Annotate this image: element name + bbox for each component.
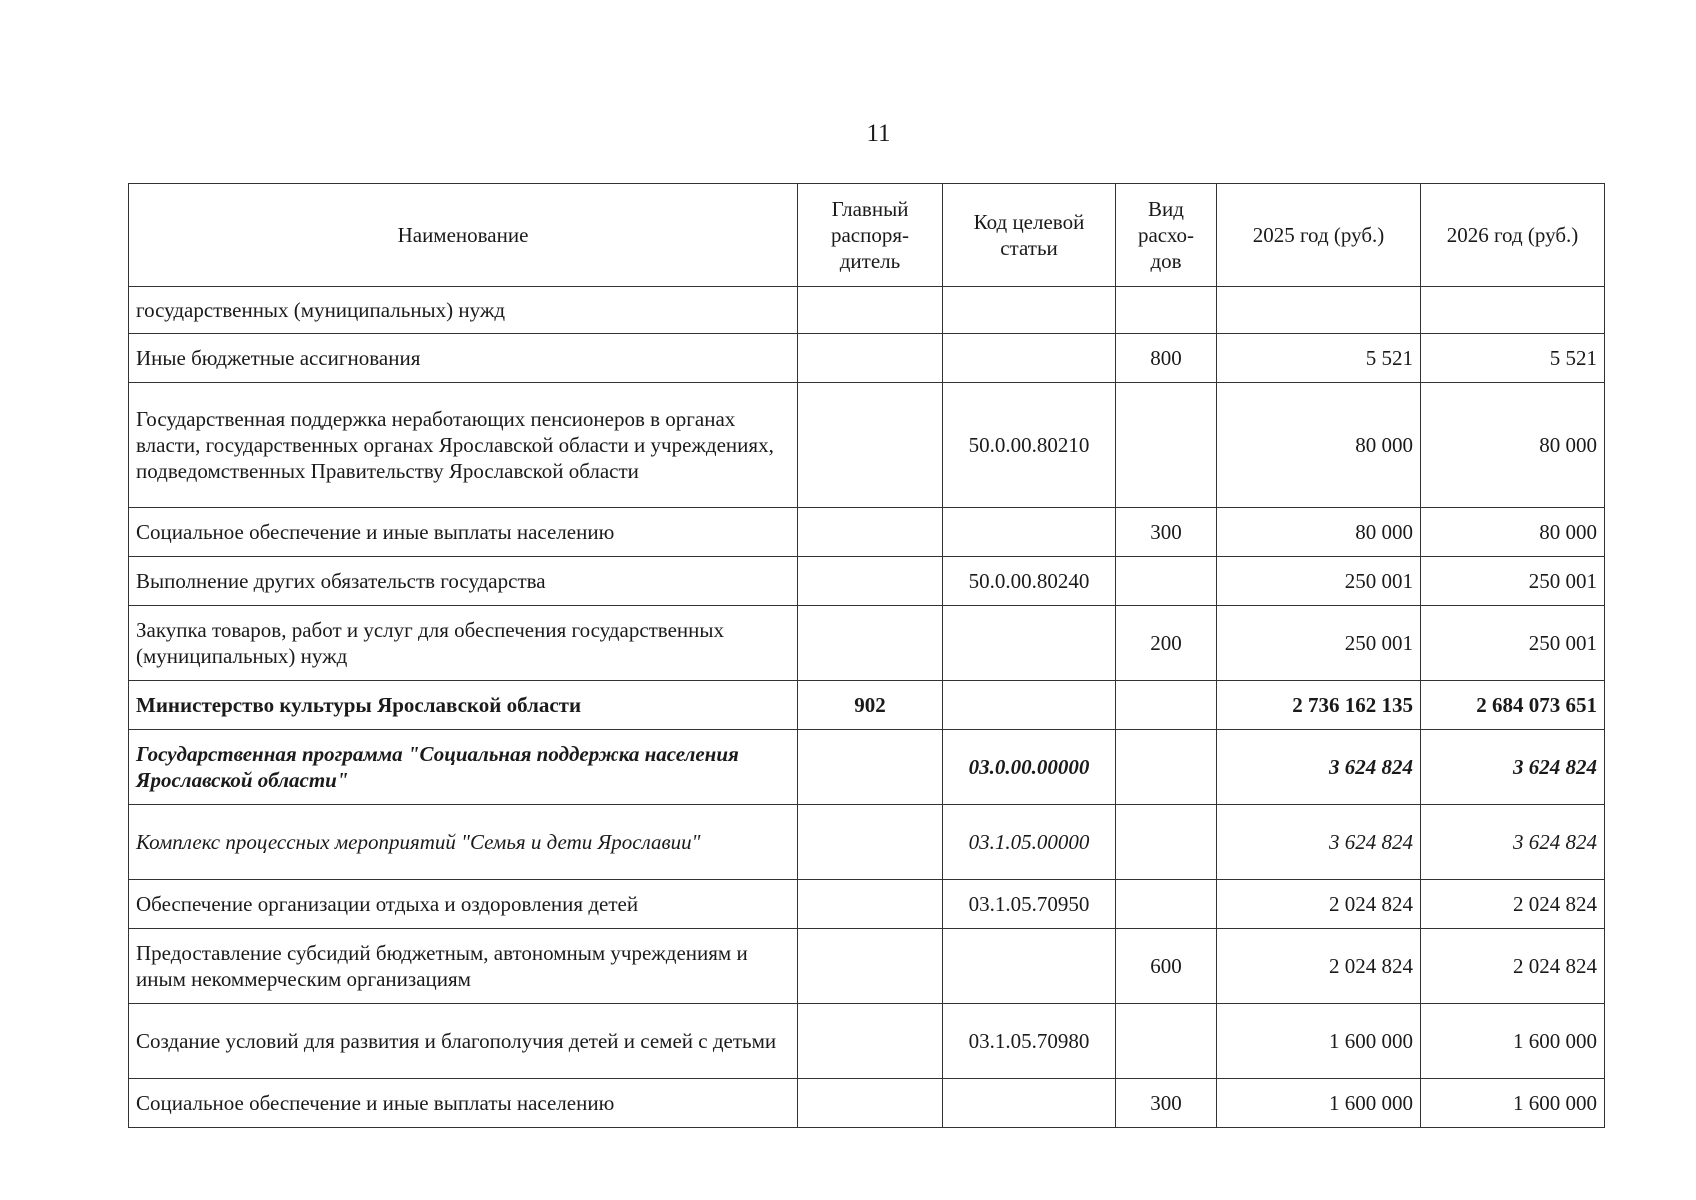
table-row	[129, 334, 1605, 383]
cell-manager	[798, 557, 943, 606]
table-row	[129, 1004, 1605, 1079]
cell-y2026: 2 684 073 651	[1421, 681, 1605, 730]
cell-code: 50.0.00.80210	[943, 383, 1116, 508]
cell-code	[943, 606, 1116, 681]
cell-name: Социальное обеспечение и иные выплаты населению	[129, 1079, 798, 1128]
cell-y2025: 250 001	[1217, 606, 1421, 681]
cell-manager	[798, 1004, 943, 1079]
cell-name: Создание условий для развития и благополучия детей и семей с детьми	[129, 1004, 798, 1079]
table-row	[129, 557, 1605, 606]
cell-code	[943, 508, 1116, 557]
cell-y2026: 80 000	[1421, 508, 1605, 557]
cell-y2025: 1 600 000	[1217, 1004, 1421, 1079]
cell-type: 300	[1116, 1079, 1217, 1128]
cell-code: 03.0.00.00000	[943, 730, 1116, 805]
cell-manager	[798, 383, 943, 508]
cell-y2025: 2 024 824	[1217, 929, 1421, 1004]
cell-code: 03.1.05.70950	[943, 880, 1116, 929]
cell-type: 300	[1116, 508, 1217, 557]
cell-code: 03.1.05.70980	[943, 1004, 1116, 1079]
cell-y2026: 80 000	[1421, 383, 1605, 508]
cell-y2025: 3 624 824	[1217, 730, 1421, 805]
cell-y2026: 1 600 000	[1421, 1079, 1605, 1128]
cell-manager	[798, 880, 943, 929]
cell-y2025: 250 001	[1217, 557, 1421, 606]
cell-type	[1116, 1004, 1217, 1079]
cell-manager	[798, 508, 943, 557]
cell-manager	[798, 730, 943, 805]
cell-y2026: 3 624 824	[1421, 730, 1605, 805]
cell-y2026	[1421, 287, 1605, 334]
cell-type	[1116, 287, 1217, 334]
cell-name: Комплекс процессных мероприятий "Семья и дети Ярославии"	[129, 805, 798, 880]
cell-code	[943, 681, 1116, 730]
cell-y2025: 80 000	[1217, 508, 1421, 557]
table-row	[129, 606, 1605, 681]
cell-code: 50.0.00.80240	[943, 557, 1116, 606]
table-body	[129, 287, 1605, 1128]
cell-name: Государственная программа "Социальная поддержка населения Ярославской области"	[129, 730, 798, 805]
cell-type	[1116, 681, 1217, 730]
table-row	[129, 730, 1605, 805]
cell-name: Предоставление субсидий бюджетным, автономным учреждениям и иным некоммерческим организациям	[129, 929, 798, 1004]
cell-manager	[798, 929, 943, 1004]
cell-type: 800	[1116, 334, 1217, 383]
budget-table	[128, 183, 1605, 1128]
header-manager: Главный распоря-дитель	[798, 184, 943, 287]
cell-name: Государственная поддержка неработающих пенсионеров в органах власти, государственных органах Ярославской области и учреждениях, подведомственных Правительству Ярославской области	[129, 383, 798, 508]
cell-type: 200	[1116, 606, 1217, 681]
header-code: Код целевой статьи	[943, 184, 1116, 287]
cell-type	[1116, 383, 1217, 508]
cell-code	[943, 287, 1116, 334]
cell-code	[943, 334, 1116, 383]
table-row	[129, 880, 1605, 929]
cell-code	[943, 1079, 1116, 1128]
cell-manager	[798, 805, 943, 880]
cell-type	[1116, 880, 1217, 929]
cell-name: Закупка товаров, работ и услуг для обеспечения государственных (муниципальных) нужд	[129, 606, 798, 681]
cell-y2026: 250 001	[1421, 606, 1605, 681]
cell-y2026: 250 001	[1421, 557, 1605, 606]
cell-name: Социальное обеспечение и иные выплаты населению	[129, 508, 798, 557]
table-row	[129, 805, 1605, 880]
cell-type: 600	[1116, 929, 1217, 1004]
cell-name: государственных (муниципальных) нужд	[129, 287, 798, 334]
cell-name: Министерство культуры Ярославской области	[129, 681, 798, 730]
cell-y2025: 5 521	[1217, 334, 1421, 383]
table-row	[129, 681, 1605, 730]
cell-y2025: 3 624 824	[1217, 805, 1421, 880]
cell-y2025: 80 000	[1217, 383, 1421, 508]
cell-manager	[798, 606, 943, 681]
header-name: Наименование	[129, 184, 798, 287]
cell-y2025: 2 736 162 135	[1217, 681, 1421, 730]
page-number: 11	[866, 120, 891, 147]
table-row	[129, 287, 1605, 334]
cell-name: Выполнение других обязательств государства	[129, 557, 798, 606]
cell-type	[1116, 805, 1217, 880]
header-2025: 2025 год (руб.)	[1217, 184, 1421, 287]
cell-y2026: 1 600 000	[1421, 1004, 1605, 1079]
cell-type	[1116, 557, 1217, 606]
table-header-row	[129, 184, 1605, 287]
cell-y2026: 5 521	[1421, 334, 1605, 383]
cell-type	[1116, 730, 1217, 805]
table-row	[129, 383, 1605, 508]
cell-manager: 902	[798, 681, 943, 730]
header-type: Вид расхо-дов	[1116, 184, 1217, 287]
table-row	[129, 508, 1605, 557]
cell-name: Обеспечение организации отдыха и оздоровления детей	[129, 880, 798, 929]
cell-code: 03.1.05.00000	[943, 805, 1116, 880]
cell-y2025	[1217, 287, 1421, 334]
cell-manager	[798, 1079, 943, 1128]
cell-y2025: 1 600 000	[1217, 1079, 1421, 1128]
cell-code	[943, 929, 1116, 1004]
cell-manager	[798, 287, 943, 334]
cell-y2026: 2 024 824	[1421, 929, 1605, 1004]
cell-y2026: 2 024 824	[1421, 880, 1605, 929]
table-row	[129, 1079, 1605, 1128]
table-row	[129, 929, 1605, 1004]
cell-name: Иные бюджетные ассигнования	[129, 334, 798, 383]
header-2026: 2026 год (руб.)	[1421, 184, 1605, 287]
cell-y2026: 3 624 824	[1421, 805, 1605, 880]
cell-y2025: 2 024 824	[1217, 880, 1421, 929]
cell-manager	[798, 334, 943, 383]
